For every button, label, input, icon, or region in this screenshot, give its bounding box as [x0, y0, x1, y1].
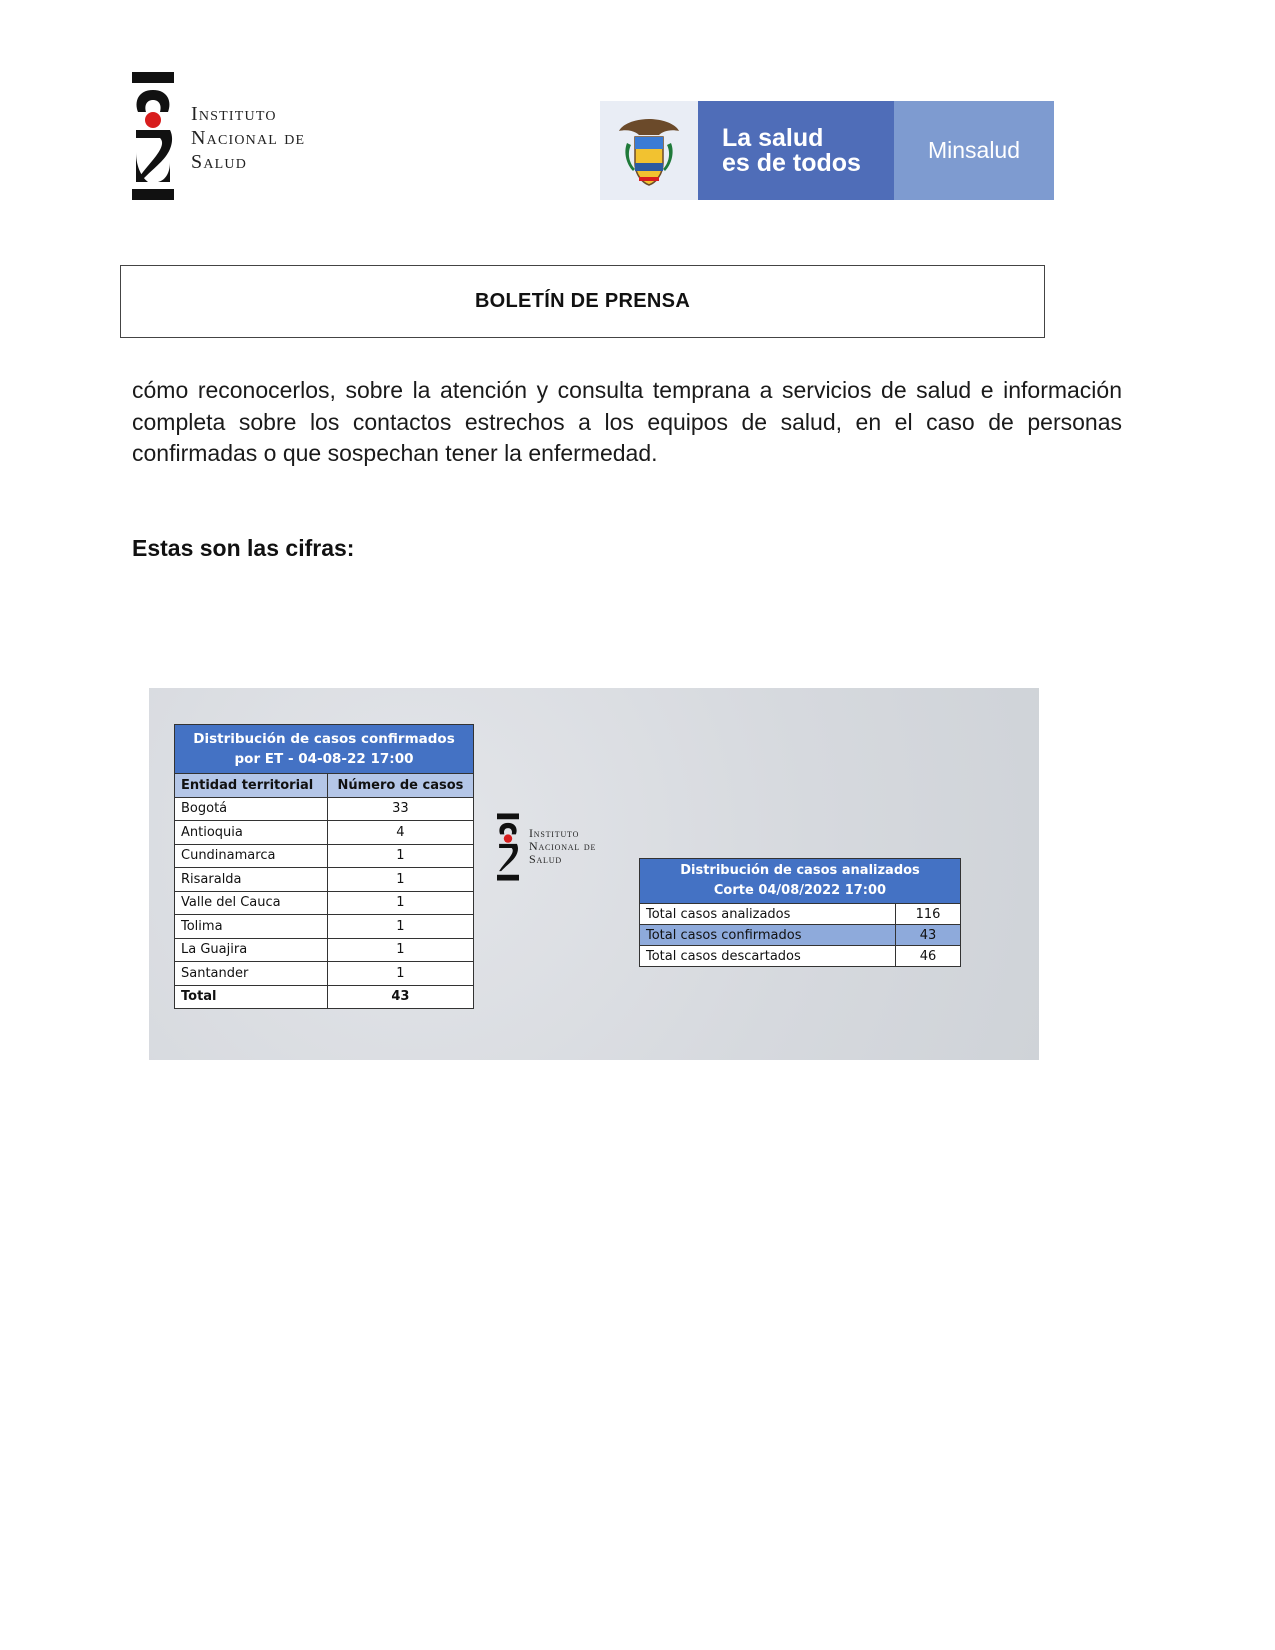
metric-value: 46: [896, 946, 961, 967]
gov-banner: [600, 101, 1054, 200]
column-header-entity: Entidad territorial: [175, 774, 328, 798]
bulletin-title: BOLETÍN DE PRENSA: [474, 290, 691, 312]
table-title-line-1: Distribución de casos analizados: [680, 863, 920, 878]
table-row: [175, 797, 474, 821]
table-row: [175, 915, 474, 939]
table-title-row: [640, 859, 961, 904]
gov-slogan: [698, 101, 894, 200]
cases-cell: 4: [327, 821, 473, 845]
table-row: [175, 891, 474, 915]
entity-cell: Antioquia: [175, 821, 328, 845]
mini-logo-line-3: Salud: [529, 852, 562, 866]
table-row: [640, 946, 961, 967]
entity-cell: Cundinamarca: [175, 844, 328, 868]
ins-logo-line-2: Nacional de: [191, 127, 306, 149]
table-title: [640, 859, 961, 904]
entity-cell: La Guajira: [175, 938, 328, 962]
cases-cell: 1: [327, 938, 473, 962]
table-row-highlighted: [640, 925, 961, 946]
entity-cell: Bogotá: [175, 797, 328, 821]
mini-logo-line-1: Instituto: [529, 826, 580, 840]
table-row: [175, 938, 474, 962]
cases-by-entity-table: [174, 724, 474, 1009]
ins-logo-text: [191, 102, 305, 174]
table-title-line-2: por ET - 04-08-22 17:00: [234, 751, 414, 767]
table-title-line-1: Distribución de casos confirmados: [193, 731, 455, 747]
mini-logo-line-2: Nacional de: [529, 839, 597, 853]
metric-value: 116: [896, 904, 961, 925]
table-row: [175, 821, 474, 845]
cases-cell: 33: [327, 797, 473, 821]
column-header-cases: Número de casos: [327, 774, 473, 798]
metric-label: Total casos descartados: [640, 946, 896, 967]
ins-mini-logo-mark-icon: [497, 811, 519, 883]
gov-slogan-line-1: La salud: [722, 123, 824, 152]
ins-logo-line-3: Salud: [191, 151, 248, 173]
gov-ministry: Minsalud: [894, 101, 1054, 200]
body-paragraph: cómo reconocerlos, sobre la atención y consulta temprana a servicios de salud e información completa sobre los contactos estrechos a los equipos de salud, en el caso de personas confirmadas o que sospechan tener la enfermedad.: [132, 377, 1122, 466]
cases-cell: 1: [327, 962, 473, 986]
table-title: [175, 725, 474, 774]
ins-logo-mark-icon: [132, 72, 174, 200]
colombia-coat-of-arms-icon: [600, 101, 698, 200]
bulletin-title-box: [120, 265, 1045, 338]
analyzed-cases-table: [639, 858, 961, 967]
ins-logo: [132, 72, 362, 200]
metric-label: Total casos analizados: [640, 904, 896, 925]
figures-subheading: Estas son las cifras:: [132, 535, 355, 561]
cases-cell: 1: [327, 891, 473, 915]
ins-mini-logo-text: [529, 827, 596, 866]
figures-panel: [149, 688, 1039, 1060]
table-row: [175, 844, 474, 868]
ins-logo-line-1: Instituto: [191, 103, 277, 125]
entity-cell: Risaralda: [175, 868, 328, 892]
table-row: [640, 904, 961, 925]
total-label: Total: [175, 985, 328, 1009]
ins-mini-logo: [497, 811, 627, 883]
table-title-row: [175, 725, 474, 774]
table-total-row: [175, 985, 474, 1009]
cases-cell: 1: [327, 844, 473, 868]
table-header-row: [175, 774, 474, 798]
metric-value: 43: [896, 925, 961, 946]
total-value: 43: [327, 985, 473, 1009]
table-row: [175, 868, 474, 892]
table-row: [175, 962, 474, 986]
cases-cell: 1: [327, 915, 473, 939]
metric-label: Total casos confirmados: [640, 925, 896, 946]
cases-cell: 1: [327, 868, 473, 892]
entity-cell: Santander: [175, 962, 328, 986]
table-title-line-2: Corte 04/08/2022 17:00: [713, 883, 887, 898]
entity-cell: Tolima: [175, 915, 328, 939]
entity-cell: Valle del Cauca: [175, 891, 328, 915]
gov-slogan-line-2: es de todos: [722, 148, 861, 177]
